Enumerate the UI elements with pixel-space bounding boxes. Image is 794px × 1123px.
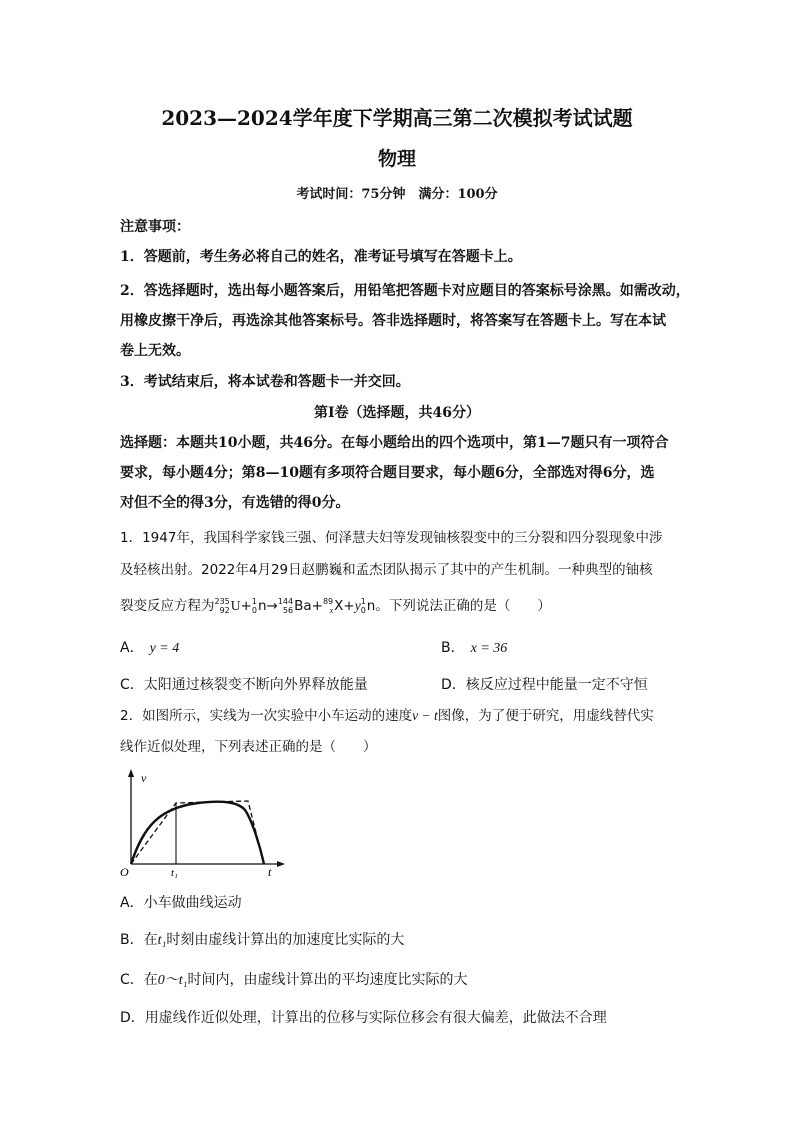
q1-line-2: 及轻核出射。2022年4月29日赵鹏巍和孟杰团队揭示了其中的产生机制。一种典型的铀核: [120, 562, 653, 578]
section-instructions-line-3: 对但不全的得3分，有选错的得0分。: [120, 495, 350, 511]
note-item-2-line-2: 用橡皮擦干净后，再选涂其他答案标号。答非选择题时，将答案写在答题卡上。写在本试: [120, 313, 666, 329]
note-item-1: 1．答题前，考生务必将自己的姓名，准考证号填写在答题卡上。: [120, 249, 522, 265]
q1-option-c: C．太阳通过核裂变不断向外界释放能量: [120, 677, 368, 693]
subject-title: 物理: [377, 148, 416, 170]
q1-equation-suffix: 。下列说法正确的是（ ）: [375, 598, 551, 614]
notes-heading: 注意事项：: [120, 219, 190, 235]
v-axis-label: v: [141, 771, 147, 785]
coefficient-y: y: [354, 598, 361, 613]
q2-line-1: 2．如图所示，实线为一次实验中小车运动的速度v − t图像，为了便于研究，用虚线替代实: [120, 708, 654, 724]
note-item-3: 3．考试结束后，将本试卷和答题卡一并交回。: [120, 374, 410, 390]
exam-title: 2023—2024学年度下学期高三第二次模拟考试试题: [161, 106, 633, 130]
q1-equation-prefix: 裂变反应方程为: [120, 598, 215, 614]
q1-option-b: B． x = 36: [441, 640, 508, 656]
vt-symbol: v − t: [412, 708, 438, 723]
nuclide-neutron-product: 1 0 n: [360, 597, 376, 615]
q1-equation-line: 裂变反应方程为 235 92 U+ 1 0 n→ 144 56 Ba+ 89 x X+y 1 0 n。下列说法正确的是（ ）: [120, 597, 551, 615]
note-item-2-line-3: 卷上无效。: [120, 343, 190, 359]
section-instructions-line-1: 选择题：本题共10小题，共46分。在每小题给出的四个选项中，第1—7题只有一项符合: [120, 435, 669, 451]
section-heading: 第Ⅰ卷（选择题，共46分）: [313, 405, 481, 421]
nuclide-barium: 144 56 Ba: [277, 597, 312, 615]
q2-option-d: D．用虚线作近似处理，计算出的位移与实际位移会有很大偏差，此做法不合理: [120, 1010, 607, 1026]
q1-line-1: 1．1947年，我国科学家钱三强、何泽慧夫妇等发现铀核裂变中的三分裂和四分裂现象中涉: [120, 530, 663, 546]
section-instructions-line-2: 要求，每小题4分；第8—10题有多项符合题目要求，每小题6分，全部选对得6分，选: [120, 465, 655, 481]
q1-option-d: D．核反应过程中能量一定不守恒: [441, 677, 648, 693]
solid-curve: [131, 802, 264, 864]
origin-label: O: [120, 865, 129, 879]
t1-label: t₁: [171, 867, 178, 879]
reaction-arrow: →: [266, 598, 278, 614]
note-item-2-line-1: 2．答选择题时，选出每小题答案后，用铅笔把答题卡对应题目的答案标号涂黑。如需改动，: [120, 283, 690, 299]
q2-line-2: 线作近似处理，下列表述正确的是（ ）: [120, 739, 377, 755]
nuclide-neutron: 1 0 n: [251, 597, 267, 615]
t-axis-arrow: [277, 861, 285, 867]
q2-option-c: C．在0～t₁时间内，由虚线计算出的平均速度比实际的大: [120, 972, 468, 988]
v-axis-arrow: [128, 769, 134, 777]
q2-option-a: A．小车做曲线运动: [120, 895, 242, 911]
nuclide-uranium: 235 92 U: [214, 597, 241, 615]
q2-option-b: B．在t₁时刻由虚线计算出的加速度比实际的大: [120, 932, 405, 948]
t-axis-label: t: [268, 865, 272, 879]
exam-info: 考试时间：75分钟 满分：100分: [296, 187, 498, 202]
velocity-time-graph: [118, 766, 288, 880]
q1-option-a: A． y = 4: [120, 640, 180, 656]
nuclide-x: 89 x X: [322, 597, 344, 615]
